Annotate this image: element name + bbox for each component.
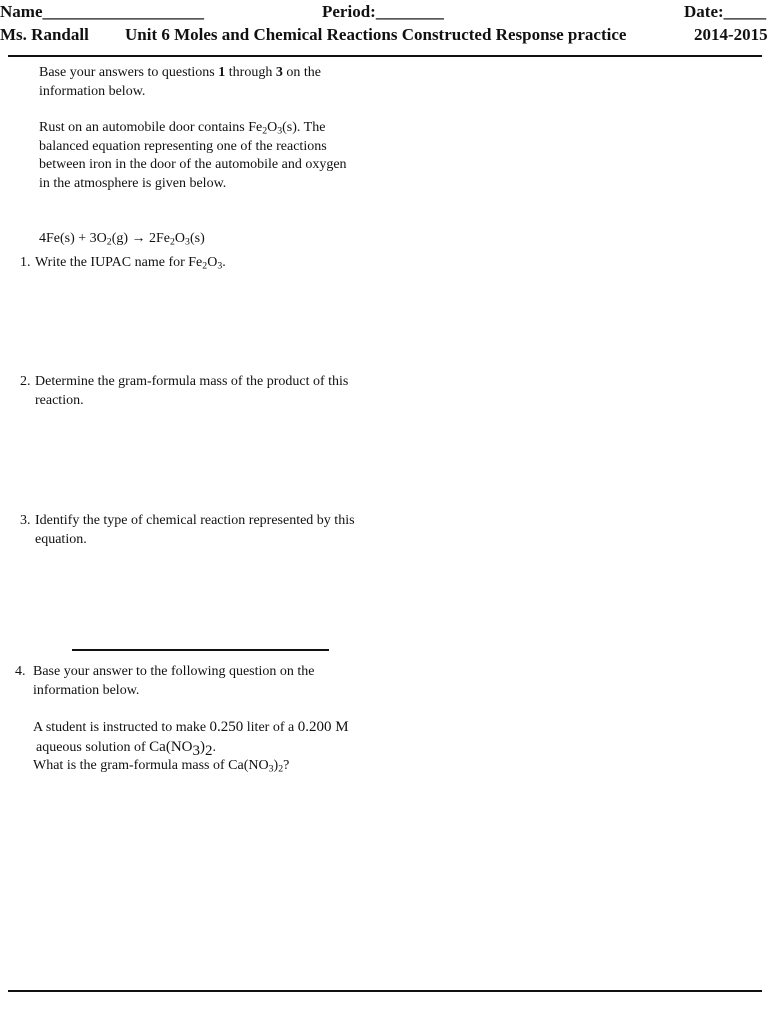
school-year: 2014-2015 xyxy=(694,25,768,44)
rust-line-2: balanced equation representing one of the reactions xyxy=(39,138,327,154)
question-2-text: Determine the gram-formula mass of the product of this reaction. xyxy=(35,374,349,408)
question-3-text: Identify the type of chemical reaction represented by this equation. xyxy=(35,513,355,547)
question-4-intro: Base your answer to the following question on the information below. xyxy=(33,664,315,698)
page-title: Unit 6 Moles and Chemical Reactions Constructed Response practice xyxy=(125,25,627,44)
question-3-number: 3. xyxy=(20,513,31,528)
question-4-passage xyxy=(33,718,349,776)
intro-line-1: Base your answers to questions 1 through 3 on the xyxy=(39,65,321,80)
question-4-passage-line-2: aqueous solution of $Ca(NO_3)_2$. xyxy=(36,738,216,759)
rust-line-3: between iron in the door of the automobile and oxygen xyxy=(39,157,347,172)
intro-line-2: information below. xyxy=(39,83,146,99)
header-divider xyxy=(8,55,762,57)
footer-divider xyxy=(8,990,762,992)
question-1-text: Write the IUPAC name for $Fe_2O_3$. xyxy=(35,255,226,272)
section-separator xyxy=(72,649,329,651)
rust-passage xyxy=(39,119,347,193)
question-4-number: 4. xyxy=(15,664,26,679)
name-field-label: Name___________________ xyxy=(0,2,204,21)
question-1-number: 1. xyxy=(20,255,31,270)
balanced-equation: $4Fe(s) + 3O_2(g) \to 2Fe_2O_3(s)$ xyxy=(39,231,205,248)
period-field-label: Period:________ xyxy=(322,2,444,21)
teacher-name: Ms. Randall xyxy=(0,25,89,44)
rust-line-4: in the atmosphere is given below. xyxy=(39,175,227,191)
question-2-number: 2. xyxy=(20,374,31,389)
rust-line-1: Rust on an automobile door contains $Fe_2O_3(s)$. The xyxy=(39,120,326,137)
question-4-prompt: What is the gram-formula mass of $Ca(NO_3)_2$? xyxy=(33,758,290,775)
date-field-label: Date:_____ xyxy=(684,2,767,21)
question-4-passage-line-1: A student is instructed to make 0.250 liter of a 0.200 M xyxy=(33,719,349,735)
intro-passage xyxy=(39,64,321,101)
